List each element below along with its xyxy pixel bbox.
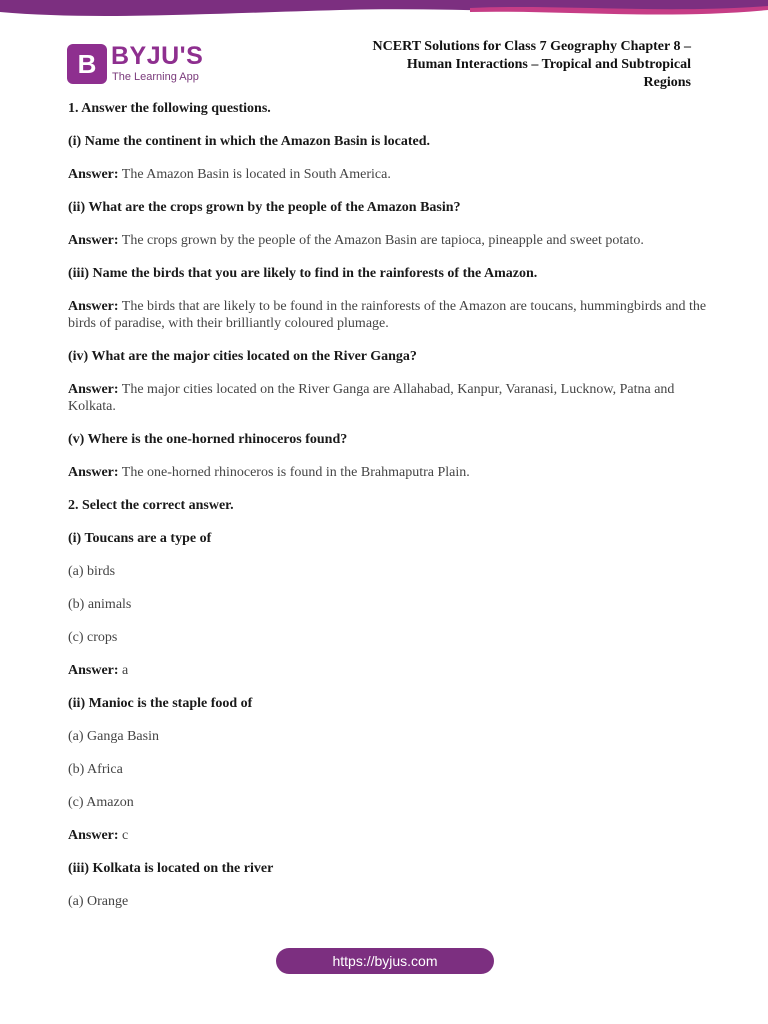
answer <box>68 464 708 481</box>
title-line-3: Regions <box>643 75 691 90</box>
logo-monogram: B <box>77 49 97 79</box>
title-line-2: Human Interactions – Tropical and Subtropical <box>406 57 691 72</box>
question: (v) Where is the one-horned rhinoceros found? <box>68 432 348 447</box>
logo-brand-name: BYJU'S <box>111 42 204 70</box>
option: (c) crops <box>68 630 118 645</box>
answer-text: The Amazon Basin is located in South America. <box>118 167 391 182</box>
option: (a) Orange <box>68 894 129 909</box>
option: (b) animals <box>68 597 132 612</box>
answer-text: a <box>118 663 129 678</box>
question: (iv) What are the major cities located on the River Ganga? <box>68 349 417 364</box>
answer-text: The birds that are likely to be found in the rainforests of the Amazon are toucans, hummingbirds and the birds of paradise, with their brilliantly coloured plumage. <box>68 299 707 331</box>
answer <box>68 166 708 183</box>
question: (iii) Kolkata is located on the river <box>68 861 274 876</box>
section-2-heading: 2. Select the correct answer. <box>68 498 234 513</box>
question: (iii) Name the birds that you are likely to find in the rainforests of the Amazon. <box>68 266 538 281</box>
option: (a) birds <box>68 564 116 579</box>
question: (i) Toucans are a type of <box>68 531 212 546</box>
question: (ii) Manioc is the staple food of <box>68 696 253 711</box>
answer <box>68 827 708 844</box>
answer <box>68 381 708 415</box>
answer-label: Answer: <box>68 382 119 397</box>
footer-url-link[interactable]: https://byjus.com <box>276 948 494 974</box>
option: (b) Africa <box>68 762 123 777</box>
answer-text: c <box>118 828 129 843</box>
answer-label: Answer: <box>68 233 119 248</box>
document-title <box>311 38 691 92</box>
title-line-1: NCERT Solutions for Class 7 Geography Chapter 8 – <box>372 39 691 54</box>
document-body <box>68 100 708 926</box>
answer-text: The one-horned rhinoceros is found in the Brahmaputra Plain. <box>118 465 470 480</box>
answer-label: Answer: <box>68 299 119 314</box>
section-1-heading: 1. Answer the following questions. <box>68 101 271 116</box>
answer-label: Answer: <box>68 465 119 480</box>
byjus-logo <box>67 44 227 86</box>
question: (ii) What are the crops grown by the people of the Amazon Basin? <box>68 200 461 215</box>
answer-label: Answer: <box>68 828 119 843</box>
option: (c) Amazon <box>68 795 134 810</box>
answer-label: Answer: <box>68 167 119 182</box>
answer <box>68 298 708 332</box>
answer-text: The major cities located on the River Ganga are Allahabad, Kanpur, Varanasi, Lucknow, Patna and Kolkata. <box>68 382 675 414</box>
logo-tagline: The Learning App <box>112 71 199 83</box>
question: (i) Name the continent in which the Amazon Basin is located. <box>68 134 431 149</box>
answer <box>68 662 708 679</box>
answer-text: The crops grown by the people of the Amazon Basin are tapioca, pineapple and sweet potato. <box>118 233 644 248</box>
answer <box>68 232 708 249</box>
option: (a) Ganga Basin <box>68 729 159 744</box>
top-wave-decoration <box>0 0 768 24</box>
answer-label: Answer: <box>68 663 119 678</box>
